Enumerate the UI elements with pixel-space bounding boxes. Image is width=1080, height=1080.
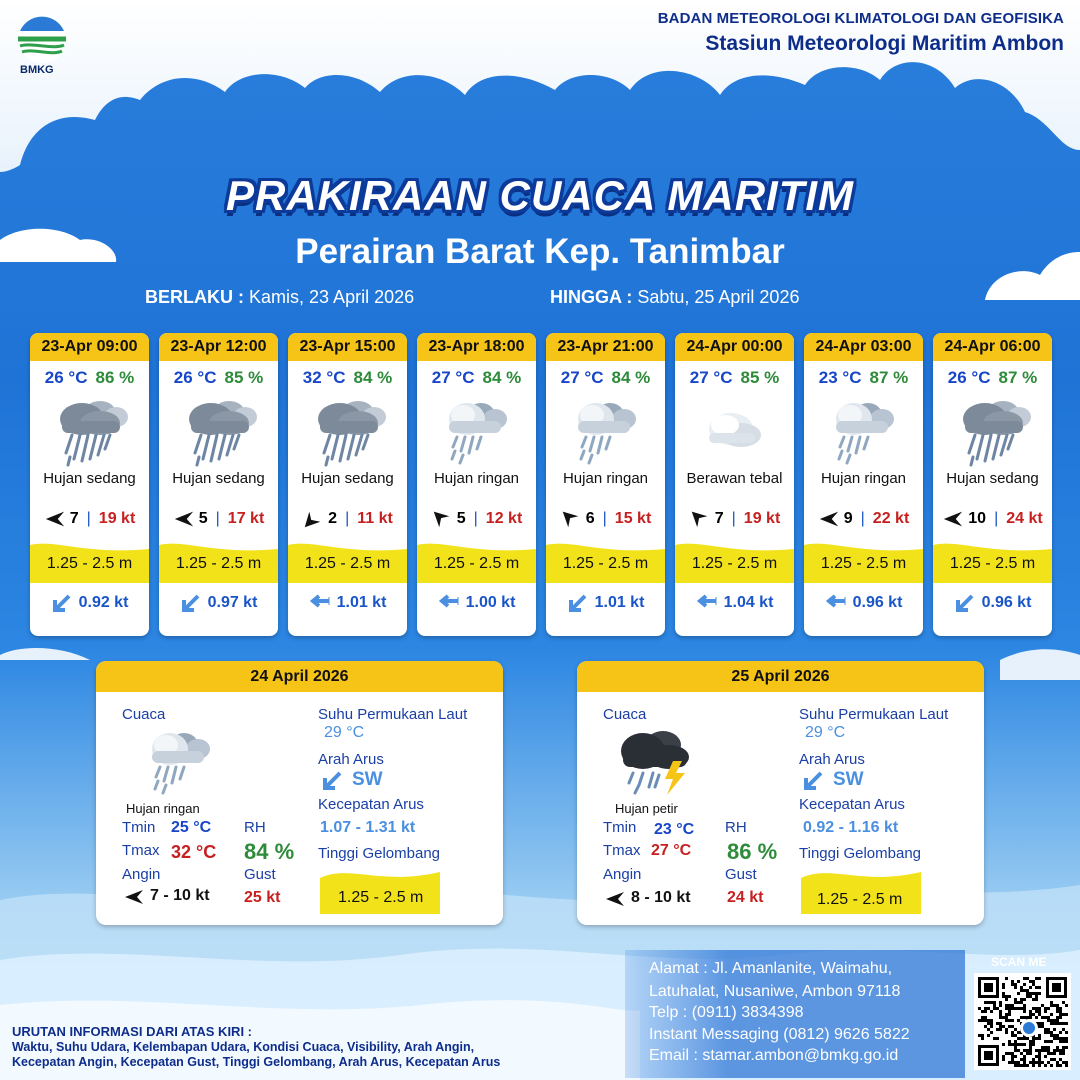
current-dir-value: SW <box>352 769 383 790</box>
forecast-time: 24-Apr 06:00 <box>933 333 1052 361</box>
rh-value: 84 % <box>244 839 295 864</box>
wave-value: 1.25 - 2.5 m <box>433 555 520 572</box>
separator: | <box>473 510 478 527</box>
gust-speed: 22 kt <box>872 510 910 527</box>
current-speed: 1.01 kt <box>594 594 645 611</box>
wind-arrow-left-icon <box>173 508 195 530</box>
forecast-time: 23-Apr 12:00 <box>159 333 278 361</box>
humidity: 84 % <box>353 368 393 387</box>
logo-text: BMKG <box>20 64 54 76</box>
rh-value: 86 % <box>727 839 778 864</box>
tmax-label: Tmax <box>122 842 160 859</box>
legend-title: URUTAN INFORMASI DARI ATAS KIRI : <box>12 1024 252 1039</box>
main-title: PRAKIRAAN CUACA MARITIM <box>225 172 855 219</box>
wind-arrow-left-icon <box>44 508 66 530</box>
rh-label: RH <box>725 819 747 836</box>
wave-value: 1.25 - 2.5 m <box>338 889 424 906</box>
wave-height <box>159 541 278 583</box>
current-speed: 0.96 kt <box>981 594 1032 611</box>
gust-speed: 15 kt <box>614 510 652 527</box>
instant-messaging: Instant Messaging (0812) 9626 5822 <box>649 1026 910 1043</box>
weather-condition: Hujan sedang <box>172 470 265 487</box>
current-arrow-southwest-icon <box>180 593 202 613</box>
humidity: 87 % <box>869 368 909 387</box>
wave-value: 1.25 - 2.5 m <box>949 555 1036 572</box>
air-temperature: 27 °C <box>560 368 604 387</box>
wind-value: 7 - 10 kt <box>150 887 210 904</box>
wave-height <box>30 541 149 583</box>
wind-speed: 7 <box>714 510 724 527</box>
wave-height <box>933 541 1052 583</box>
air-temperature: 27 °C <box>431 368 475 387</box>
separator: | <box>994 510 999 527</box>
weather-condition: Hujan ringan <box>562 470 649 487</box>
current-speed: 1.04 kt <box>723 594 774 611</box>
gust-value: 24 kt <box>727 889 764 906</box>
gust-speed: 19 kt <box>98 510 136 527</box>
separator: | <box>860 510 865 527</box>
wind-speed: 7 <box>69 510 79 527</box>
current-arrow-southwest-icon <box>51 593 73 613</box>
wave-label: Tinggi Gelombang <box>799 845 922 862</box>
sst-label: Suhu Permukaan Laut <box>799 706 949 723</box>
forecast-time: 24-Apr 00:00 <box>675 333 794 361</box>
tmax-value: 27 °C <box>651 842 692 859</box>
humidity: 84 % <box>611 368 651 387</box>
separator: | <box>86 510 91 527</box>
tmin-value: 23 °C <box>654 821 695 838</box>
wave-value: 1.25 - 2.5 m <box>46 555 133 572</box>
wave-value: 1.25 - 2.5 m <box>820 555 907 572</box>
current-arrow-southwest-icon <box>567 593 589 613</box>
separator: | <box>602 510 607 527</box>
overcast-cloud-icon <box>695 395 775 467</box>
wave-height <box>546 541 665 583</box>
current-speed: 1.00 kt <box>465 594 516 611</box>
address-line-1: Alamat : Jl. Amanlanite, Waimahu, <box>649 960 893 977</box>
station-name: Stasiun Meteorologi Maritim Ambon <box>705 32 1064 55</box>
air-temperature: 26 °C <box>947 368 991 387</box>
wind-arrow-northwest-icon <box>560 508 582 530</box>
wind-label: Angin <box>122 866 161 883</box>
separator: | <box>731 510 736 527</box>
wave-value: 1.25 - 2.5 m <box>817 891 903 908</box>
forecast-card <box>30 333 149 636</box>
valid-to-label: HINGGA : <box>550 287 633 307</box>
current-dir-label: Arah Arus <box>799 751 865 768</box>
air-temperature: 26 °C <box>173 368 217 387</box>
valid-to <box>550 287 799 308</box>
day-date: 25 April 2026 <box>577 661 984 692</box>
separator: | <box>345 510 350 527</box>
current-arrow-west-icon <box>825 593 847 613</box>
day-condition: Hujan petir <box>615 801 678 816</box>
weather-condition: Hujan ringan <box>820 470 907 487</box>
current-arrow-southwest-icon <box>801 769 825 793</box>
wind-arrow-left-icon <box>605 891 625 907</box>
wave-value: 1.25 - 2.5 m <box>562 555 649 572</box>
air-temperature: 26 °C <box>44 368 88 387</box>
valid-to-value: Sabtu, 25 April 2026 <box>637 287 800 307</box>
gust-speed: 12 kt <box>485 510 523 527</box>
wind-arrow-northwest-icon <box>689 508 711 530</box>
gust-value: 25 kt <box>244 889 281 906</box>
current-arrow-west-icon <box>309 593 331 613</box>
heavy-rain-cloud-icon <box>953 395 1033 467</box>
gust-label: Gust <box>725 866 757 883</box>
legend-text <box>12 1040 612 1070</box>
wave-height <box>417 541 536 583</box>
valid-from-value: Kamis, 23 April 2026 <box>249 287 415 307</box>
current-arrow-west-icon <box>696 593 718 613</box>
gust-label: Gust <box>244 866 276 883</box>
air-temperature: 23 °C <box>818 368 862 387</box>
tmax-value: 32 °C <box>171 842 217 862</box>
current-speed-value: 1.07 - 1.31 kt <box>320 819 416 836</box>
contact-panel <box>625 950 965 1078</box>
weather-condition: Hujan sedang <box>43 470 136 487</box>
qr-code[interactable] <box>974 973 1071 1070</box>
wind-arrow-southwest-icon <box>302 508 324 530</box>
wind-speed: 5 <box>198 510 208 527</box>
humidity: 84 % <box>482 368 522 387</box>
day-summary-2 <box>577 661 984 925</box>
phone: Telp : (0911) 3834398 <box>649 1004 804 1021</box>
legend-line-2: Kecepatan Angin, Kecepatan Gust, Tinggi Gelombang, Arah Arus, Kecepatan Arus <box>12 1055 501 1069</box>
air-temperature: 32 °C <box>302 368 346 387</box>
forecast-card <box>546 333 665 636</box>
light-rain-cloud-icon <box>824 395 904 467</box>
gust-speed: 11 kt <box>357 510 393 527</box>
wave-height <box>804 541 923 583</box>
scan-me-label: SCAN ME <box>991 955 1047 969</box>
current-dir-value: SW <box>833 769 864 790</box>
wind-speed: 6 <box>585 510 595 527</box>
current-speed-value: 0.92 - 1.16 kt <box>803 819 899 836</box>
forecast-time: 24-Apr 03:00 <box>804 333 923 361</box>
tmin-value: 25 °C <box>171 819 212 836</box>
current-speed: 0.92 kt <box>78 594 129 611</box>
sst-value: 29 °C <box>324 724 365 741</box>
thunderstorm-cloud-icon <box>613 725 695 797</box>
wind-arrow-left-icon <box>124 889 144 905</box>
valid-from-label: BERLAKU : <box>145 287 244 307</box>
heavy-rain-cloud-icon <box>179 395 259 467</box>
current-speed: 1.01 kt <box>336 594 387 611</box>
current-speed: 0.97 kt <box>207 594 258 611</box>
current-arrow-west-icon <box>438 593 460 613</box>
sst-value: 29 °C <box>805 724 846 741</box>
forecast-time: 23-Apr 15:00 <box>288 333 407 361</box>
valid-from <box>145 287 414 308</box>
address-line-2: Latuhalat, Nusaniwe, Ambon 97118 <box>649 983 901 1000</box>
wind-arrow-northwest-icon <box>431 508 453 530</box>
wave-value: 1.25 - 2.5 m <box>304 555 391 572</box>
wind-speed: 2 <box>328 510 338 527</box>
day-date: 24 April 2026 <box>96 661 503 692</box>
weather-condition: Berawan tebal <box>686 470 783 487</box>
forecast-time: 23-Apr 18:00 <box>417 333 536 361</box>
weather-condition: Hujan sedang <box>301 470 394 487</box>
forecast-time: 23-Apr 21:00 <box>546 333 665 361</box>
wind-speed: 10 <box>968 510 987 527</box>
current-arrow-southwest-icon <box>954 593 976 613</box>
agency-name: BADAN METEOROLOGI KLIMATOLOGI DAN GEOFISIKA <box>657 10 1064 27</box>
separator: | <box>215 510 220 527</box>
gust-speed: 17 kt <box>227 510 265 527</box>
heavy-rain-cloud-icon <box>50 395 130 467</box>
sst-label: Suhu Permukaan Laut <box>318 706 468 723</box>
tmin-label: Tmin <box>603 819 637 836</box>
wind-speed: 5 <box>456 510 466 527</box>
forecast-card <box>288 333 407 636</box>
light-rain-cloud-icon <box>437 395 517 467</box>
day-summary-1 <box>96 661 503 925</box>
wave-value: 1.25 - 2.5 m <box>175 555 262 572</box>
current-speed-label: Kecepatan Arus <box>799 796 905 813</box>
forecast-card <box>159 333 278 636</box>
wave-label: Tinggi Gelombang <box>318 845 441 862</box>
wave-value: 1.25 - 2.5 m <box>691 555 778 572</box>
current-arrow-southwest-icon <box>320 769 344 793</box>
current-speed-label: Kecepatan Arus <box>318 796 424 813</box>
tmin-label: Tmin <box>122 819 156 836</box>
tmax-label: Tmax <box>603 842 641 859</box>
wind-label: Angin <box>603 866 642 883</box>
gust-speed: 24 kt <box>1006 510 1043 527</box>
wind-arrow-left-icon <box>942 508 964 530</box>
forecast-time: 23-Apr 09:00 <box>30 333 149 361</box>
heavy-rain-cloud-icon <box>308 395 388 467</box>
wind-arrow-left-icon <box>818 508 840 530</box>
forecast-card <box>804 333 923 636</box>
gust-speed: 19 kt <box>743 510 781 527</box>
humidity: 85 % <box>740 368 780 387</box>
humidity: 86 % <box>95 368 135 387</box>
forecast-card <box>933 333 1052 636</box>
light-rain-cloud-icon <box>140 725 212 795</box>
forecast-card <box>417 333 536 636</box>
email-link[interactable]: Email : stamar.ambon@bmkg.go.id <box>649 1047 899 1064</box>
humidity: 87 % <box>998 368 1038 387</box>
light-rain-cloud-icon <box>566 395 646 467</box>
wave-height <box>675 541 794 583</box>
rh-label: RH <box>244 819 266 836</box>
wave-height <box>288 541 407 583</box>
legend-line-1: Waktu, Suhu Udara, Kelembapan Udara, Kondisi Cuaca, Visibility, Arah Angin, <box>12 1040 475 1054</box>
day-condition: Hujan ringan <box>126 801 200 816</box>
weather-condition: Hujan ringan <box>433 470 520 487</box>
wind-speed: 9 <box>843 510 853 527</box>
air-temperature: 27 °C <box>689 368 733 387</box>
weather-label: Cuaca <box>603 706 647 723</box>
current-speed: 0.96 kt <box>852 594 903 611</box>
weather-label: Cuaca <box>122 706 166 723</box>
forecast-card <box>675 333 794 636</box>
weather-condition: Hujan sedang <box>946 470 1039 487</box>
subtitle: Perairan Barat Kep. Tanimbar <box>295 232 785 271</box>
humidity: 85 % <box>224 368 264 387</box>
current-dir-label: Arah Arus <box>318 751 384 768</box>
wind-value: 8 - 10 kt <box>631 889 691 906</box>
